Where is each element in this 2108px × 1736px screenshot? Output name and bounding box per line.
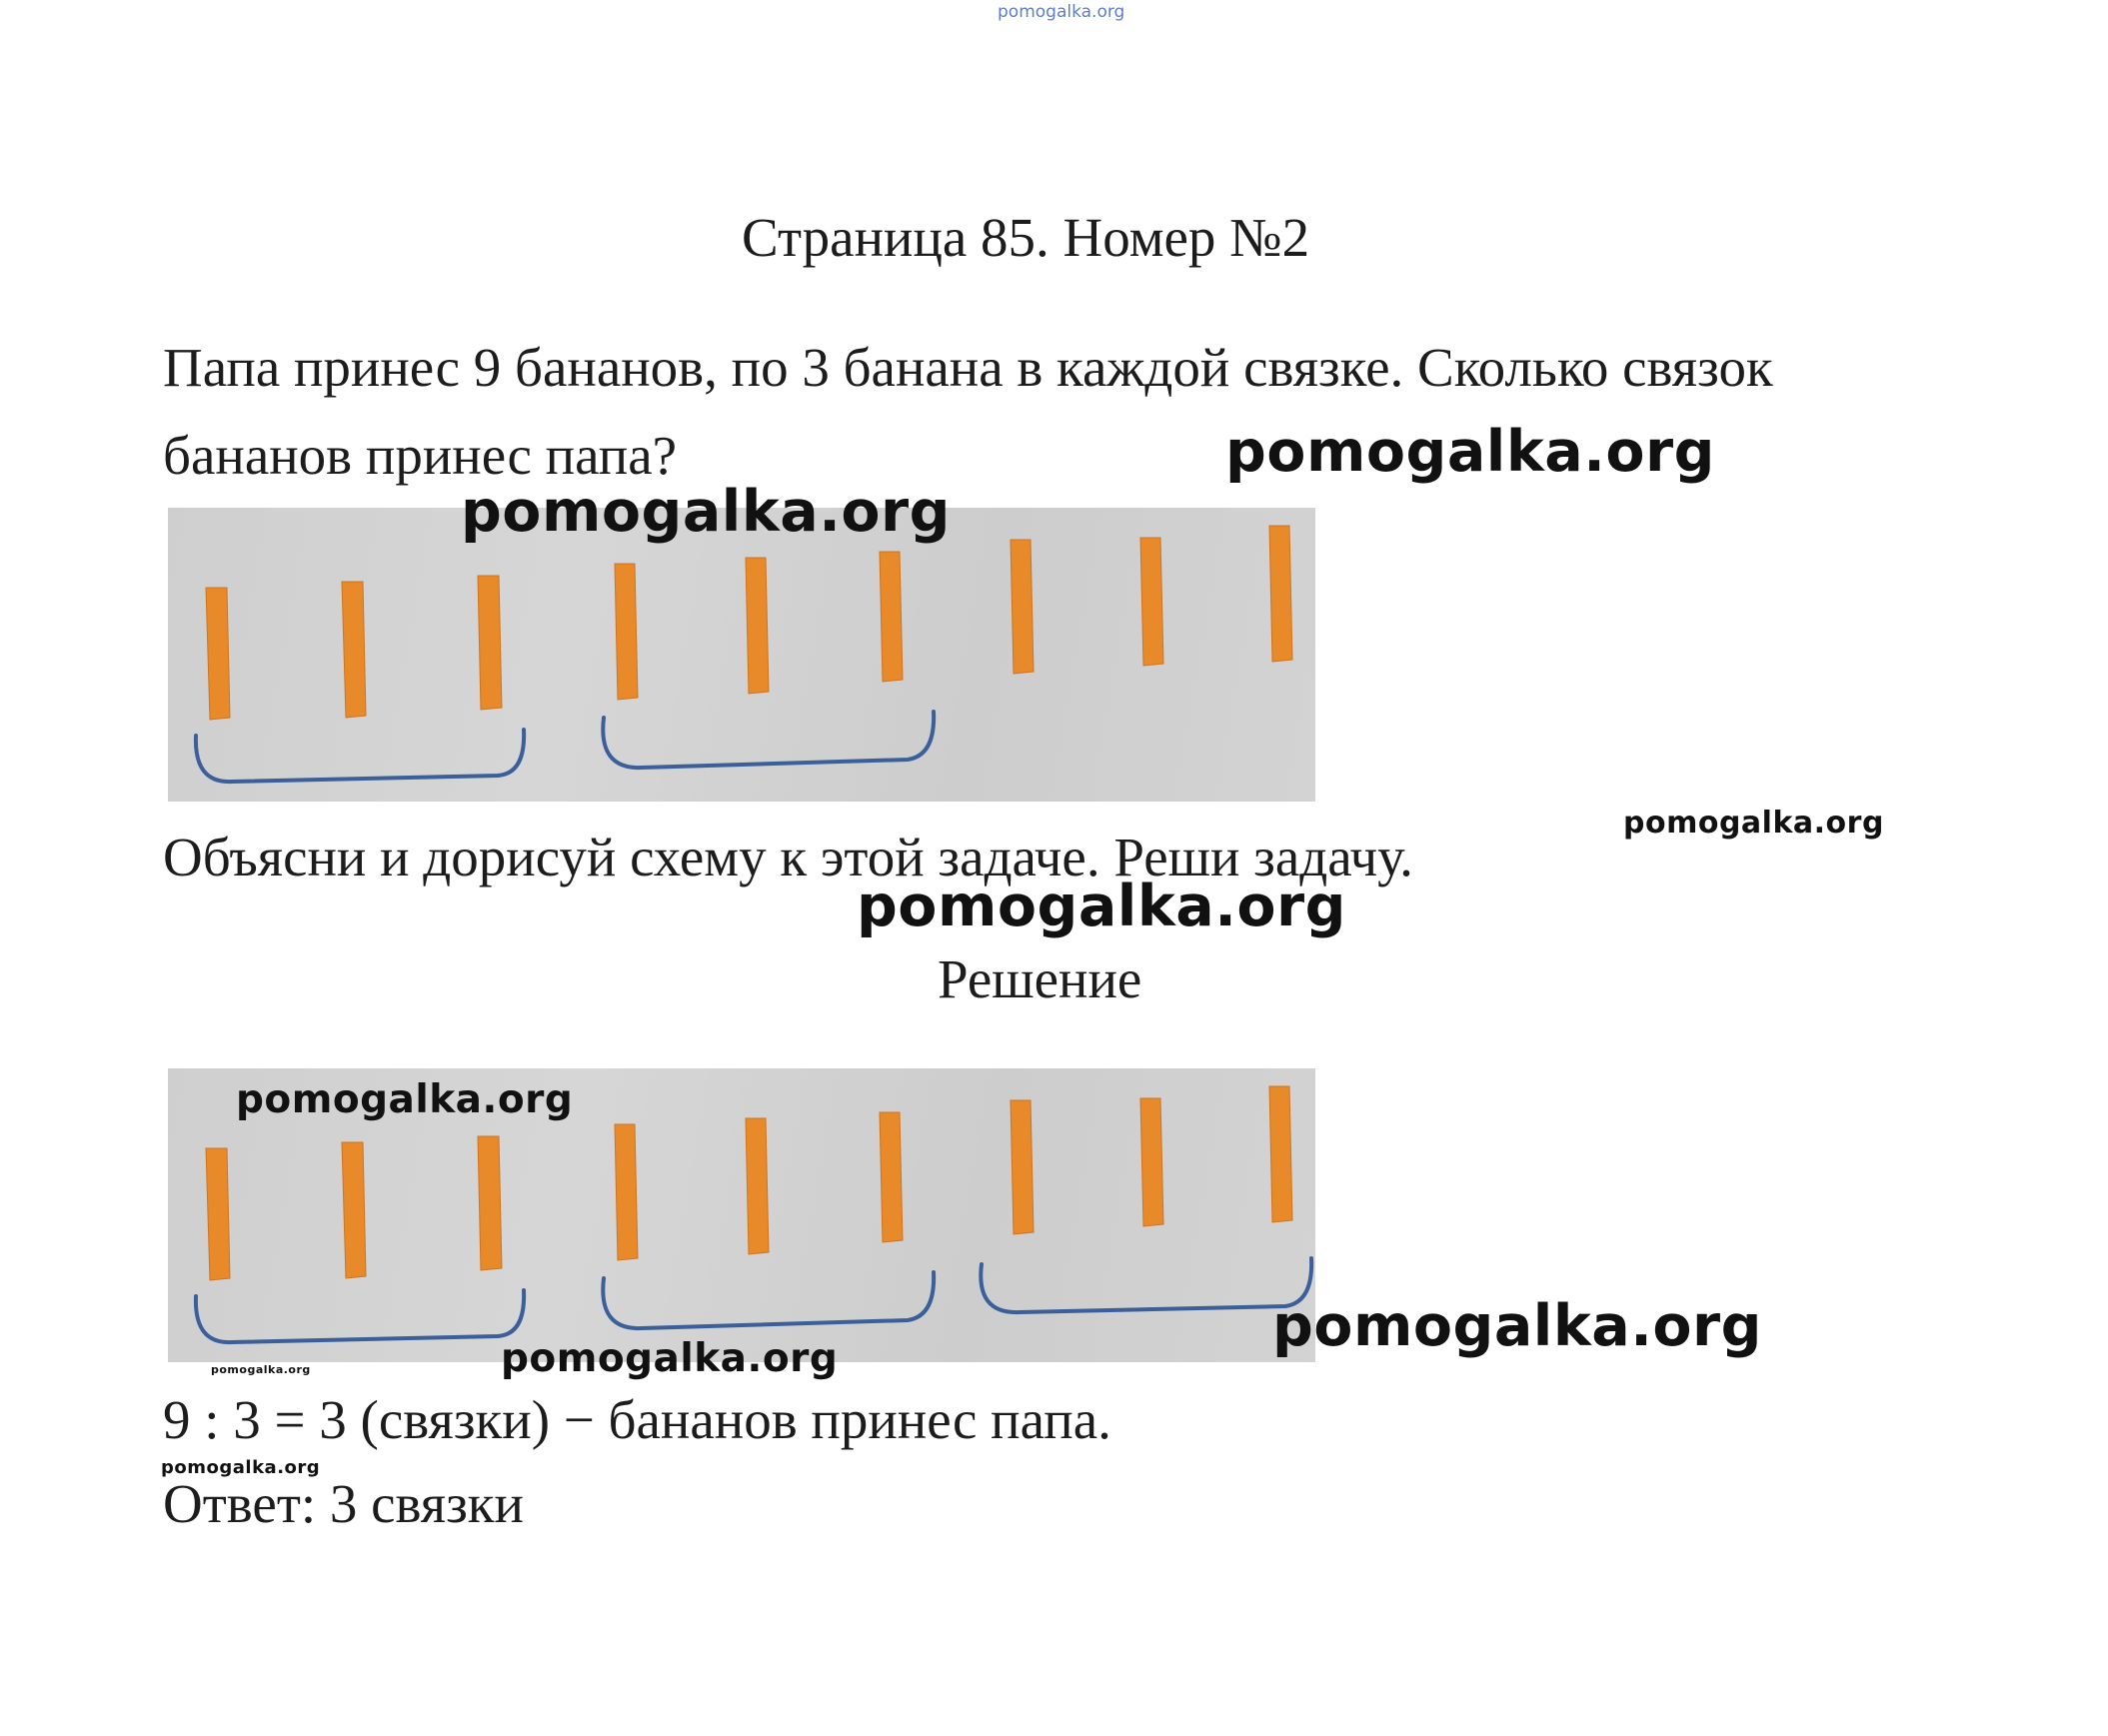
banana-bar — [1269, 1086, 1292, 1222]
watermark: pomogalka.org — [211, 1363, 311, 1376]
banana-bar — [478, 1136, 502, 1270]
banana-bar — [746, 558, 769, 694]
banana-bar — [1140, 538, 1163, 666]
group-bracket — [603, 1272, 934, 1328]
watermark: pomogalka.org — [1623, 806, 1884, 841]
banana-bar — [342, 582, 366, 718]
banana-bar — [342, 1142, 366, 1278]
watermark: pomogalka.org — [1272, 1293, 1762, 1359]
page-title: Страница 85. Номер №2 — [742, 207, 1310, 268]
group-bracket — [981, 1258, 1311, 1312]
banana-bars — [206, 526, 1292, 720]
watermark: pomogalka.org — [1225, 419, 1715, 485]
instruction-text: Объясни и дорисуй схему к этой задаче. Реши задачу. — [163, 827, 1413, 887]
problem-diagram — [168, 508, 1315, 802]
group-bracket — [196, 730, 524, 782]
problem-line-2: бананов принес папа? — [163, 425, 678, 486]
watermark: pomogalka.org — [461, 479, 951, 545]
group-brackets — [196, 712, 934, 782]
banana-bar — [1269, 526, 1292, 662]
banana-bar — [1140, 1098, 1163, 1226]
watermark: pomogalka.org — [501, 1336, 839, 1381]
banana-bar — [746, 1118, 769, 1254]
problem-line-1: Папа принес 9 бананов, по 3 банана в каждой связке. Сколько связок — [163, 337, 1773, 398]
group-bracket — [196, 1290, 524, 1342]
answer-text: Ответ: 3 связки — [163, 1473, 524, 1534]
banana-bar — [206, 588, 230, 720]
watermark: pomogalka.org — [161, 1457, 321, 1478]
banana-bar — [1011, 1100, 1034, 1234]
solution-heading: Решение — [938, 948, 1142, 1009]
banana-bar — [880, 552, 903, 682]
banana-bar — [478, 576, 502, 710]
watermark: pomogalka.org — [857, 873, 1346, 939]
banana-bar — [1011, 540, 1034, 674]
watermark: pomogalka.org — [236, 1077, 574, 1122]
banana-bar — [880, 1112, 903, 1242]
site-header: pomogalka.org — [998, 2, 1125, 22]
banana-bar — [615, 1124, 638, 1260]
banana-bar — [206, 1148, 230, 1280]
group-bracket — [603, 712, 934, 768]
solution-equation: 9 : 3 = 3 (связки) − бананов принес папа. — [163, 1389, 1111, 1450]
banana-bar — [615, 564, 638, 700]
